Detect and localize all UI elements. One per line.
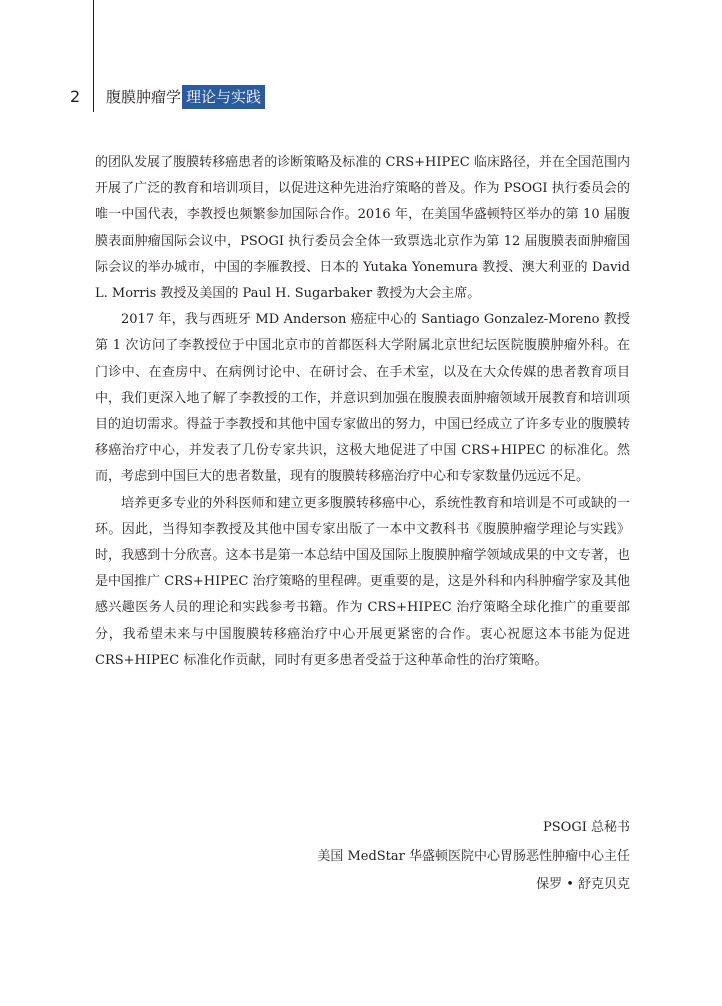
book-subtitle-badge: 理论与实践	[182, 85, 265, 109]
signature-name: 保罗 • 舒克贝克	[536, 877, 630, 892]
book-title: 腹膜肿瘤学	[106, 88, 182, 106]
paragraph-3: 培养更多专业的外科医师和建立更多腹膜转移癌中心，系统性教育和培训是不可或缺的一环。因此，当得知李教授及其他中国专家出版了一本中文教科书《腹膜肿瘤学理论与实践》时，我感到十分欣喜。这本书是第一本总结中国及国际上腹膜肿瘤学领域成果的中文专著，也是中国推广 CRS+HIPEC 治疗策略的里程碑。更重要的是，这是外科和内科肿瘤学家及其他感兴趣医务人员的理论和实践参考书籍。作为 CRS+HIPEC 治疗策略全球化推广的重要部分，我希望未来与中国腹膜转移癌治疗中心开展更紧密的合作。衷心祝愿这本书能为促进 CRS+HIPEC 标准化作贡献，同时有更多患者受益于这种革命性的治疗策略。	[95, 495, 630, 668]
signature-role: PSOGI 总秘书	[543, 820, 630, 835]
signature-affiliation: 美国 MedStar 华盛顿医院中心胃肠恶性肿瘤中心主任	[317, 848, 630, 864]
running-header	[0, 85, 722, 109]
body-text	[95, 150, 630, 674]
paragraph-1: 的团队发展了腹膜转移癌患者的诊断策略及标准的 CRS+HIPEC 临床路径，并在全国范围内开展了广泛的教育和培训项目，以促进这种先进治疗策略的普及。作为 PSOGI 执行委员会的唯一中国代表，李教授也频繁参加国际合作。2016 年，在美国华盛顿特区举办的第 10 届腹膜表面肿瘤国际会议中，PSOGI 执行委员会全体一致票选北京作为第 12 届腹膜表面肿瘤国际会议的举办城市，中国的李雁教授、日本的 Yutaka Yonemura 教授、澳大利亚的 David L. Morris 教授及美国的 Paul H. Sugarbaker 教授为大会主席。	[95, 155, 630, 302]
signature-block	[317, 814, 630, 900]
page-number: 2	[70, 87, 81, 106]
paragraph-2: 2017 年，我与西班牙 MD Anderson 癌症中心的 Santiago Gonzalez-Moreno 教授第 1 次访问了李教授位于中国北京市的首都医科大学附属北京世纪坛医院腹膜肿瘤外科。在门诊中、在查房中、在病例讨论中、在研讨会、在手术室，以及在大众传媒的患者教育项目中，我们更深入地了解了李教授的工作，并意识到加强在腹膜表面肿瘤领域开展教育和培训项目的迫切需求。得益于李教授和其他中国专家做出的努力，中国已经成立了许多专业的腹膜转移癌治疗中心，并发表了几份专家共识，这极大地促进了中国 CRS+HIPEC 的标准化。然而，考虑到中国巨大的患者数量，现有的腹膜转移癌治疗中心和专家数量仍远远不足。	[95, 312, 630, 485]
